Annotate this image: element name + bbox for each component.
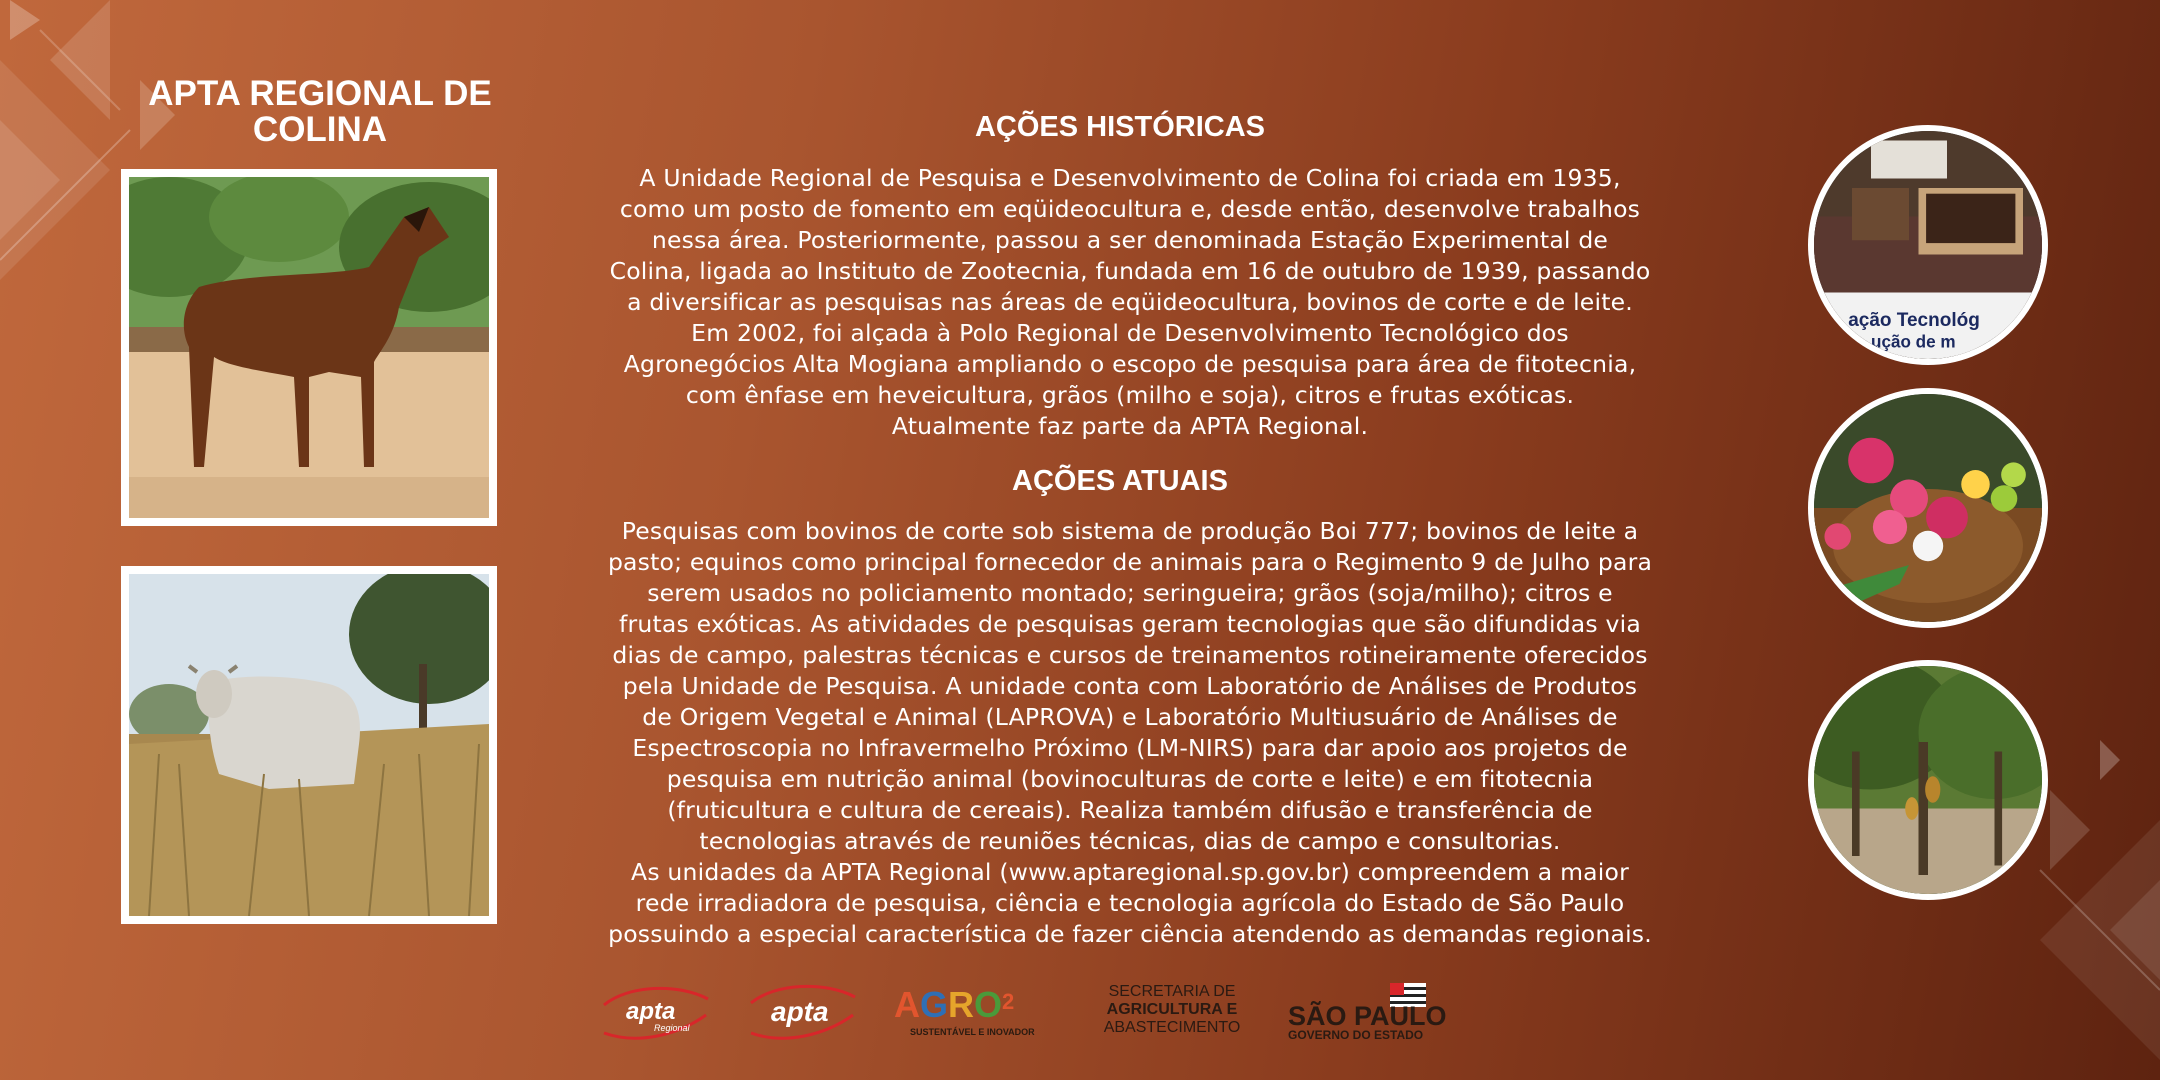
lab-banner-text-2: ução de m [1871,332,1956,352]
apta-text: apta [771,996,829,1027]
cacao-trees-photo [1808,660,2048,900]
cattle-photo [121,566,497,924]
secretaria-line-2: AGRICULTURA E [1106,1001,1238,1018]
lab-samples-photo [1808,125,2048,365]
apta-regional-text: apta [626,998,676,1025]
secretaria-line-1: SECRETARIA DE [1108,983,1236,1000]
current-paragraph: Pesquisas com bovinos de corte sob sistema de produção Boi 777; bovinos de leite a pasto; equinos como principal fornecedor de animais para o Regimento 9 de Julho para serem usados no policiamento montado; seringueira; grãos (soja/milho); citros e frutas exóticas. As atividades de pesquisas geram tecnologias que são difundidas via dias de campo, palestras técnicas e cursos de treinamentos rotineiramente oferecidos pela Unidade de Pesquisa. A unidade conta com Laboratório de Análises de Produtos de Origem Vegetal e Animal (LAPROVA) e Laboratório Multiusuário de Análises de Espectroscopia no Infravermelho Próximo (LM-NIRS) para dar apoio aos projetos de pesquisa em nutrição animal (bovinoculturas de corte e leite) e em fitotecnia (fruticultura e cultura de cereais). Realiza também difusão e transferência de tecnologias através de reuniões técnicas, dias de campo e consultorias. As unidades da APTA Regional (www.aptaregional.sp.gov.br) compreendem a maior rede irradiadora de pesquisa, ciência e tecnologia agrícola do Estado de São Paulo possuindo a especial característica de fazer ciência atendendo as demandas regionais. [607,517,1653,948]
lab-banner-text-1: ação Tecnológ [1848,309,1980,331]
historic-heading: AÇÕES HISTÓRICAS [974,111,1266,143]
secretaria-logo [1092,975,1252,1045]
historic-paragraph: A Unidade Regional de Pesquisa e Desenvolvimento de Colina foi criada em 1935, como um posto de fomento em eqüideocultura e, desde então, desenvolve trabalhos nessa área. Posteriormente, passou a ser denominada Estação Experimental de Colina, ligada ao Instituto de Zootecnia, fundada em 16 de outubro de 1939, passando a diversificar as pesquisas nas áreas de eqüideocultura, bovinos de corte e de leite. Em 2002, foi alçada à Polo Regional de Desenvolvimento Tecnológico dos Agronegócios Alta Mogiana ampliando o escopo de pesquisa para área de fitotecnia, com ênfase em heveicultura, grãos (milho e soja), citros e frutas exóticas. Atualmente faz parte da APTA Regional. [609,164,1651,440]
governo-text: GOVERNO DO ESTADO [1288,1028,1424,1042]
apta-logo [745,975,861,1045]
agro-subtitle: SUSTENTÁVEL E INOVADOR [910,1027,1035,1037]
agro-logo [892,975,1057,1045]
page-title: APTA REGIONAL DE COLINA [148,74,492,149]
agro-wordmark: AGRO$^2$ [894,984,1015,1025]
fruits-photo [1808,388,2048,628]
secretaria-line-3: ABASTECIMENTO [1103,1019,1241,1036]
sao-paulo-text: SÃO PAULO [1288,1001,1447,1031]
apta-regional-logo [598,975,714,1045]
current-heading: AÇÕES ATUAIS [1012,465,1228,497]
apta-regional-sub: Regional [654,1023,690,1033]
horse-photo [121,169,497,526]
sao-paulo-logo [1286,975,1452,1045]
